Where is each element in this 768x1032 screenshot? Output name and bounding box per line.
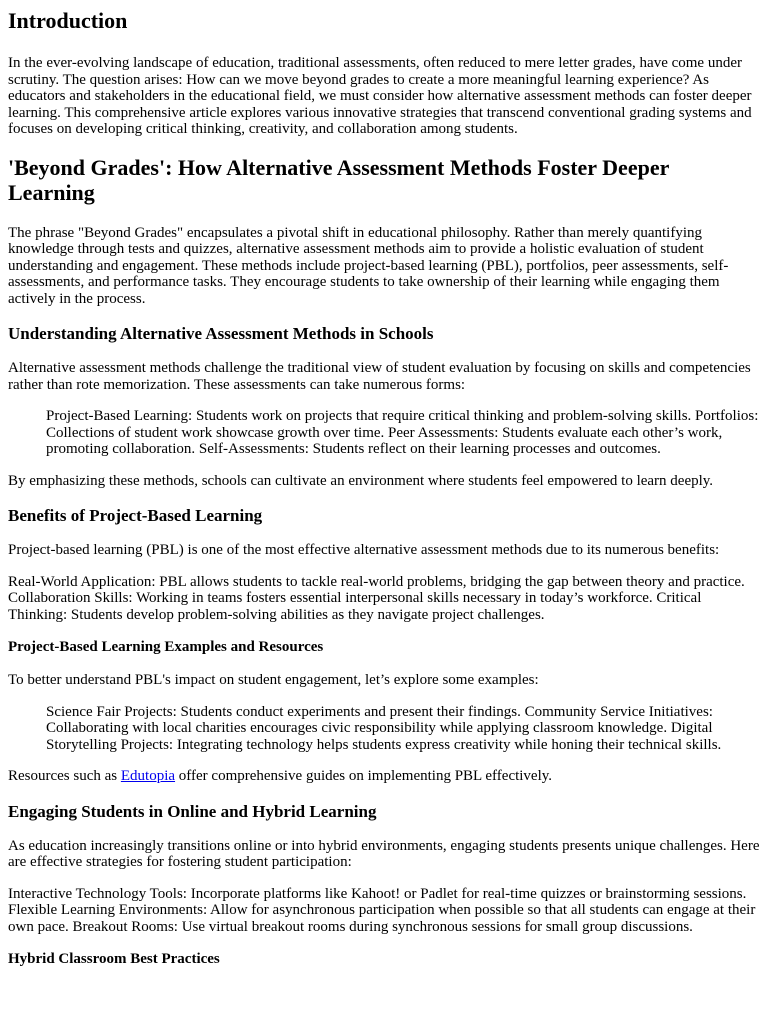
resources-paragraph <box>8 768 760 785</box>
resources-text-after: offer comprehensive guides on implementing PBL effectively. <box>175 768 553 784</box>
online-heading: Engaging Students in Online and Hybrid Learning <box>8 801 377 821</box>
beyond-grades-paragraph: The phrase "Beyond Grades" encapsulates a pivotal shift in educational philosophy. Rather than merely quantifying knowledge through tests and quizzes, alternative assessment methods aim to provide a holistic evaluation of student understanding and engagement. These methods include project-based learning (PBL), portfolios, peer assessments, self-assessments, and performance tasks. They encourage students to take ownership of their learning while engaging them actively in the process. <box>8 224 729 307</box>
online-paragraph: As education increasingly transitions online or into hybrid environments, engaging students presents unique challenges. Here are effective strategies for fostering student participation: <box>8 837 760 870</box>
hybrid-heading: Hybrid Classroom Best Practices <box>8 951 220 967</box>
article <box>0 8 768 968</box>
understanding-heading: Understanding Alternative Assessment Methods in Schools <box>8 324 434 343</box>
resources-text-before: Resources such as <box>8 768 121 784</box>
online-details: Interactive Technology Tools: Incorporate platforms like Kahoot! or Padlet for real-time quizzes or brainstorming sessions. Flexible Learning Environments: Allow for asynchronous participation when possible so that all students can engage at their own pace. Breakout Rooms: Use virtual breakout rooms during synchronous sessions for small group discussions. <box>8 885 756 935</box>
benefits-heading: Benefits of Project-Based Learning <box>8 506 263 525</box>
benefits-details: Real-World Application: PBL allows students to tackle real-world problems, bridging the gap between theory and practice. Collaboration Skills: Working in teams fosters essential interpersonal skills necessary in today’s workforce. Critical Thinking: Students develop problem-solving abilities as they navigate project challenges. <box>8 573 745 623</box>
examples-quote: Science Fair Projects: Students conduct experiments and present their findings. Community Service Initiatives: Collaborating with local charities encourages civic responsibility while applying classroom knowledge. Digital Storytelling Projects: Integrating technology helps students express creativity while honing their technical skills. <box>46 703 722 753</box>
beyond-grades-heading: 'Beyond Grades': How Alternative Assessment Methods Foster Deeper Learning <box>8 154 669 205</box>
examples-paragraph: To better understand PBL's impact on student engagement, let’s explore some examples: <box>8 672 539 688</box>
intro-paragraph: In the ever-evolving landscape of education, traditional assessments, often reduced to mere letter grades, have come under scrutiny. The question arises: How can we move beyond grades to create a more meaningful learning experience? As educators and stakeholders in the educational field, we must consider how alternative assessment methods can foster deeper learning. This comprehensive article explores various innovative strategies that transcend conventional grading systems and focuses on developing critical thinking, creativity, and collaboration among students. <box>8 55 752 137</box>
benefits-paragraph: Project-based learning (PBL) is one of the most effective alternative assessment methods due to its numerous benefits: <box>8 542 720 558</box>
understanding-closing: By emphasizing these methods, schools can cultivate an environment where students feel empowered to learn deeply. <box>8 472 714 489</box>
assessment-methods-quote: Project-Based Learning: Students work on projects that require critical thinking and problem-solving skills. Portfolios: Collections of student work showcase growth over time. Peer Assessments: Students evaluate each other’s work, promoting collaboration. Self-Assessments: Students reflect on their learning processes and outcomes. <box>46 408 759 457</box>
examples-heading: Project-Based Learning Examples and Resources <box>8 639 324 655</box>
understanding-paragraph: Alternative assessment methods challenge the traditional view of student evaluation by focusing on skills and competencies rather than rote memorization. These assessments can take numerous forms: <box>8 360 751 393</box>
edutopia-link[interactable]: Edutopia <box>120 768 176 784</box>
intro-heading: Introduction <box>8 8 128 33</box>
